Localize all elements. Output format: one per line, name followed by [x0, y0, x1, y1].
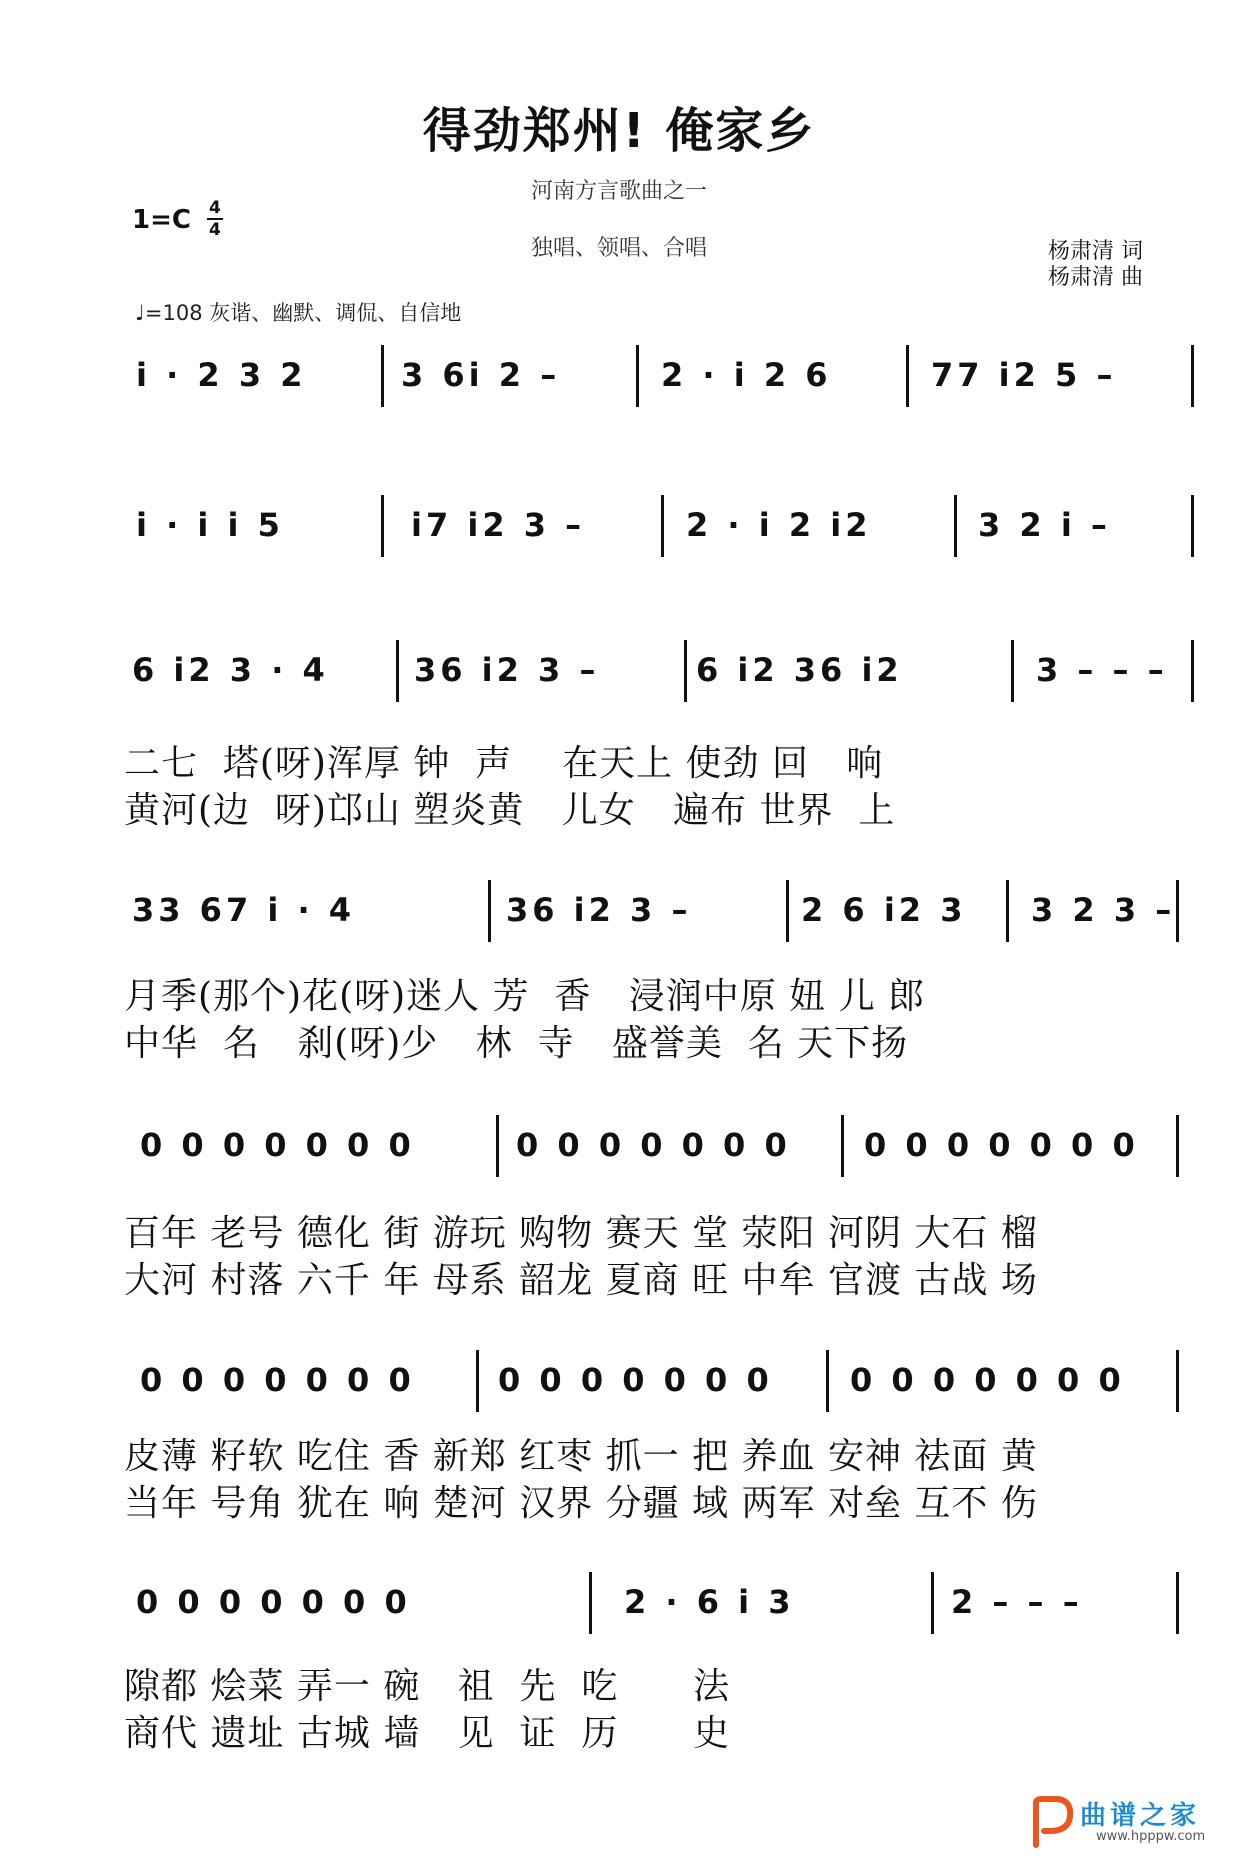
barline — [931, 1572, 934, 1634]
barline — [1011, 640, 1014, 702]
measure: 3 2 i – — [978, 506, 1111, 544]
key-signature: 1=C — [132, 205, 191, 235]
barline — [826, 1350, 829, 1412]
measure: 0 0 0 0 0 0 0 — [140, 1361, 415, 1399]
lyric-line: 月季(那个)花(呀)迷人 芳 香 浸润中原 妞 儿 郎 — [124, 976, 926, 1017]
measure: 77 i2 5 – — [931, 356, 1117, 394]
measure: 2 · 6 i 3 — [624, 1583, 795, 1621]
notation-row — [126, 1572, 1194, 1632]
barline — [589, 1572, 592, 1634]
lyricist-credit: 杨肃清 词 — [1048, 239, 1143, 264]
lyric-line: 黄河(边 呀)邙山 塑炎黄 儿女 遍布 世界 上 — [124, 790, 896, 831]
measure: 2 · i 2 i2 — [686, 506, 872, 544]
measure: 33 67 i · 4 — [132, 891, 356, 929]
barline — [684, 640, 687, 702]
lyric-line: 商代 遗址 古城 墙 见 证 历 史 — [124, 1713, 731, 1754]
lyric-line: 百年 老号 德化 街 游玩 购物 赛天 堂 荥阳 河阴 大石 榴 — [124, 1213, 1038, 1254]
barline — [954, 495, 957, 557]
notation-row — [126, 1115, 1194, 1175]
tempo-marking: ♩=108 灰谐、幽默、调侃、自信地 — [135, 301, 462, 325]
site-logo-icon — [1028, 1795, 1076, 1849]
barline — [1176, 880, 1179, 942]
watermark-url: www.hpppw.com — [1096, 1829, 1206, 1844]
measure: 3 – – – — [1036, 651, 1168, 689]
performance-form: 独唱、领唱、合唱 — [530, 236, 707, 261]
measure: i7 i2 3 – — [411, 506, 586, 544]
measure: 0 0 0 0 0 0 0 — [864, 1126, 1139, 1164]
measure: 6 i2 36 i2 — [696, 651, 903, 689]
lyric-line: 当年 号角 犹在 响 楚河 汉界 分疆 域 两军 对垒 互不 伤 — [124, 1483, 1038, 1524]
barline — [841, 1115, 844, 1177]
barline — [1191, 345, 1194, 407]
barline — [476, 1350, 479, 1412]
measure: 3 2 3 – — [1031, 891, 1176, 929]
barline — [1191, 495, 1194, 557]
barline — [786, 880, 789, 942]
time-signature-bottom: 4 — [209, 220, 221, 240]
measure: 6 i2 3 · 4 — [132, 651, 329, 689]
notation-row — [126, 345, 1194, 405]
barline — [1176, 1572, 1179, 1634]
measure: 2 6 i2 3 — [801, 891, 967, 929]
time-signature-top: 4 — [209, 198, 221, 218]
measure: 3 6i 2 – — [401, 356, 561, 394]
measure: 36 i2 3 – — [414, 651, 600, 689]
barline — [396, 640, 399, 702]
lyric-line: 中华 名 刹(呀)少 林 寺 盛誉美 名 天下扬 — [124, 1023, 909, 1064]
lyric-line: 二七 塔(呀)浑厚 钟 声 在天上 使劲 回 响 — [124, 743, 884, 784]
barline — [381, 345, 384, 407]
barline — [1176, 1350, 1179, 1412]
barline — [381, 495, 384, 557]
watermark-text: 曲谱之家 — [1080, 1801, 1201, 1831]
barline — [636, 345, 639, 407]
barline — [496, 1115, 499, 1177]
barline — [488, 880, 491, 942]
notation-row — [126, 640, 1194, 700]
barline — [1176, 1115, 1179, 1177]
lyric-line: 皮薄 籽软 吃住 香 新郑 红枣 抓一 把 养血 安神 祛面 黄 — [124, 1436, 1038, 1477]
lyric-line: 隙都 烩菜 弄一 碗 祖 先 吃 法 — [124, 1666, 731, 1707]
measure: 0 0 0 0 0 0 0 — [136, 1583, 411, 1621]
song-subtitle: 河南方言歌曲之一 — [530, 179, 707, 204]
measure: i · 2 3 2 — [136, 356, 307, 394]
measure: 0 0 0 0 0 0 0 — [850, 1361, 1125, 1399]
measure: 0 0 0 0 0 0 0 — [498, 1361, 773, 1399]
barline — [1006, 880, 1009, 942]
measure: 2 – – – — [951, 1583, 1083, 1621]
measure: i · i i 5 — [136, 506, 284, 544]
barline — [661, 495, 664, 557]
barline — [906, 345, 909, 407]
composer-credit: 杨肃清 曲 — [1048, 265, 1143, 290]
measure: 36 i2 3 – — [506, 891, 692, 929]
measure: 0 0 0 0 0 0 0 — [140, 1126, 415, 1164]
notation-row — [126, 880, 1194, 940]
barline — [1191, 640, 1194, 702]
measure: 2 · i 2 6 — [661, 356, 832, 394]
notation-row — [126, 1350, 1194, 1410]
song-title: 得劲郑州! 俺家乡 — [422, 103, 816, 159]
site-watermark — [1028, 1795, 1218, 1849]
notation-row — [126, 495, 1194, 555]
lyric-line: 大河 村落 六千 年 母系 韶龙 夏商 旺 中牟 官渡 古战 场 — [124, 1260, 1038, 1301]
measure: 0 0 0 0 0 0 0 — [516, 1126, 791, 1164]
